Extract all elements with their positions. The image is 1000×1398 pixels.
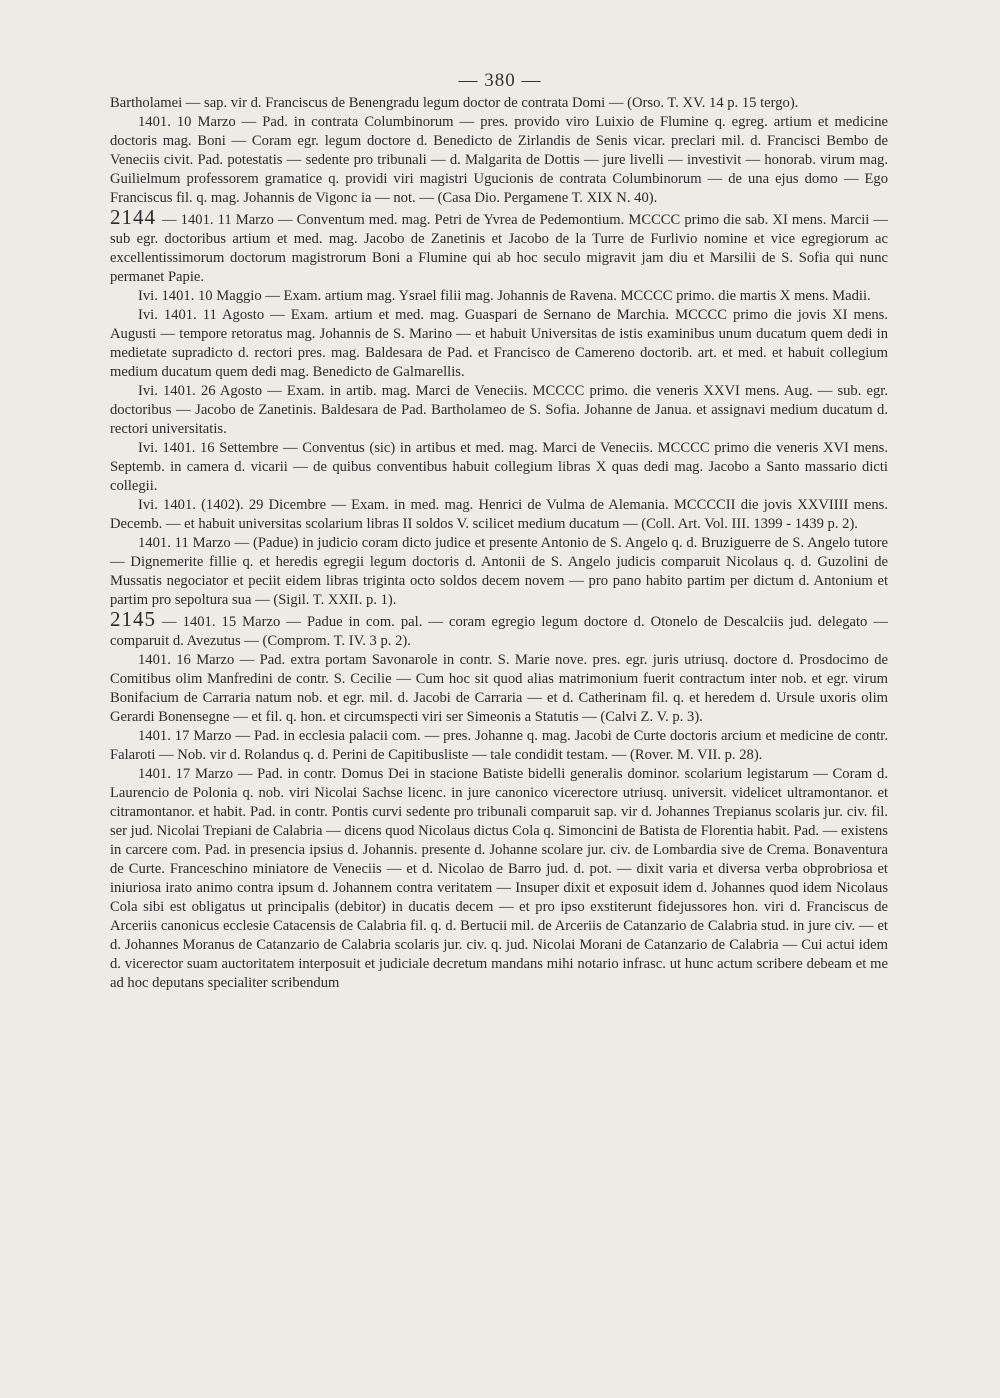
paragraph: 1401. 17 Marzo — Pad. in ecclesia palacii com. — pres. Johanne q. mag. Jacobi de Curte doctoris arcium et medicine de contr. Falaroti — Nob. vir d. Rolandus q. d. Perini de Capitibusliste — tale condidit testam. — (Rover. M. VII. p. 28). (110, 728, 888, 763)
page-number: — 380 — (458, 70, 542, 91)
paragraph-text: — 1401. 15 Marzo — Padue in com. pal. — coram egregio legum doctore d. Otonelo de Descalciis jud. delegato — comparuit d. Avezutus — (Comprom. T. IV. 3 p. 2). (110, 614, 888, 649)
entry-paragraph (110, 205, 888, 287)
paragraph: Bartholamei — sap. vir d. Franciscus de Benengradu legum doctor de contrata Domi — (Orso. T. XV. 14 p. 15 tergo). (110, 95, 799, 111)
paragraph: 1401. 10 Marzo — Pad. in contrata Columbinorum — pres. provido viro Luixio de Flumine q. egreg. artium et medicine doctoris mag. Boni — Coram egr. legum doctore d. Benedicto de Zirlandis de Senis vicar. preclari mil. d. Francisci Bembo de Veneciis civit. Pad. potestatis — sedente pro tribunali — d. Malgarita de Dottis — jure livelli — investivit — honorab. virum mag. Guilielmum professorem gramatice q. providi viri magistri Ugucionis de contrata Columbinorum — de una ejus domo — Ego Franciscus fil. q. mag. Johannis de Vigonc ia — not. — (Casa Dio. Pergamene T. XIX N. 40). (110, 114, 888, 206)
entry-paragraph (110, 607, 888, 651)
paragraph: Ivi. 1401. 26 Agosto — Exam. in artib. mag. Marci de Veneciis. MCCCC primo. die veneris XXVI mens. Aug. — sub. egr. doctoribus — Jacobo de Zanetinis. Baldesara de Pad. Bartholameo de S. Sofia. Johanne de Janua. et assignavi medium ducatum d. rectori universitatis. (110, 383, 888, 437)
paragraph: Ivi. 1401. (1402). 29 Dicembre — Exam. in med. mag. Henrici de Vulma de Alemania. MCCCCII die jovis XXVIIII mens. Decemb. — et habuit universitas scolarium libras II soldos V. scilicet medium ducatum — (Coll. Art. Vol. III. 1399 - 1439 p. 2). (110, 497, 888, 532)
paragraph-text: — 1401. 11 Marzo — Conventum med. mag. Petri de Yvrea de Pedemontium. MCCCC primo die sab. XI mens. Marcii — sub egr. doctoribus artium et med. mag. Jacobo de Zanetinis et Jacobo de la Turre de Furlivio nomine et vice egregiorum ac excellentissimorum doctorum magistrorum Boni a Flumine qui ab hoc seculo migravit jam diu et Marsilii de S. Sofia qui nunc permanet Papie. (110, 212, 888, 285)
paragraph: 1401. 11 Marzo — (Padue) in judicio coram dicto judice et presente Antonio de S. Angelo q. d. Bruziguerre de S. Angelo tutore — Dignemerite fillie q. et heredis egregii legum doctoris d. Antonii de S. Angelo judicis comparuit Nicolaus q. d. Guzolini de Mussatis negociator et peciit eidem libras triginta octo soldos decem novem — pro pano habito partim per dictum d. Antonium et partim pro sepoltura sua — (Sigil. T. XXII. p. 1). (110, 535, 888, 608)
entry-number: 2145 (110, 607, 156, 631)
paragraph: 1401. 17 Marzo — Pad. in contr. Domus Dei in stacione Batiste bidelli generalis dominor. scolarium legistarum — Coram d. Laurencio de Polonia q. nob. viri Nicolai Sachse licenc. in jure canonico vicerectore utriusq. universit. videlicet ultramontanor. et citramontanor. et habit. Pad. in contr. Pontis curvi sedente pro tribunali comparuit sap. vir d. Johannes Trepianus scolaris jur. civ. fil. ser jud. Nicolai Trepiani de Calabria — dicens quod Nicolaus dictus Cola q. Simoncini de Batista de Florentia habit. Pad. — existens in carcere com. Pad. in presencia ipsius d. Johannis. presente d. Johanne scolare jur. civ. de Lombardia sive de Crema. Bonaventura de Curte. Franceschino miniatore de Veneciis — et d. Nicolao de Barro jud. d. pot. — dixit varia et diversa verba obprobriosa et iniuriosa irato animo contra ipsum d. Johannem contra veritatem — Insuper dixit et exposuit idem d. Johannes quod idem Nicolaus Cola sibi est obligatus ut principalis (debitor) in ducatis decem — et pro ipso exstiterunt fidejussores hon. viri d. Franciscus de Arceriis canonicus ecclesie Catacensis de Calabria fil. q. d. Bertucii mil. de Arceriis de Catanzario de Calabria stud. in jure civ. — et d. Johannes Moranus de Catanzario de Calabria scolaris jur. civ. q. jud. Nicolai Morani de Catanzario de Calabria — Cui actui idem d. vicerector suam auctoritatem interposuit et judiciale decretum mandans mihi notario infrasc. ut hunc actum scribere debeam et me ad hoc deputans specialiter scribendum (110, 766, 888, 991)
paragraph: 1401. 16 Marzo — Pad. extra portam Savonarole in contr. S. Marie nove. pres. egr. juris utriusq. doctore d. Prosdocimo de Comitibus olim Manfredini de contr. S. Cecilie — Cum hoc sit quod alias matrimonium fuerit contractum inter nob. et egr. virum Bonifacium de Carraria natum nob. et egr. mil. d. Jacobi de Carraria — et d. Catherinam fil. q. et heredem d. Ursule uxoris olim Gerardi Bonensegne — et fil. q. hon. et circumspecti viri ser Simeonis a Statutis — (Calvi Z. V. p. 3). (110, 652, 888, 725)
paragraph: Ivi. 1401. 11 Agosto — Exam. artium et med. mag. Guaspari de Sernano de Marchia. MCCCC primo die jovis XI mens. Augusti — tempore retoratus mag. Johannis de S. Marino — et habuit Universitas de istis examinibus unum ducatum quem dedi in medietate supradicto d. rectori pres. mag. Baldesara de Pad. et Francisco de Camereno doctorib. art. et med. et habuit collegium medium ducatum quem dedi mag. Benedicto de Galmarellis. (110, 307, 888, 380)
paragraph: Ivi. 1401. 10 Maggio — Exam. artium mag. Ysrael filii mag. Johannis de Ravena. MCCCC primo. die martis X mens. Madii. (138, 288, 871, 304)
paragraph: Ivi. 1401. 16 Settembre — Conventus (sic) in artibus et med. mag. Marci de Veneciis. MCCCC primo die veneris XVI mens. Septemb. in camera d. vicarii — de quibus conventibus habuit collegium libras X quas dedi mag. Jacobo a Santo massario dicti collegii. (110, 440, 888, 494)
entry-number: 2144 (110, 205, 156, 229)
text-body (110, 94, 888, 993)
